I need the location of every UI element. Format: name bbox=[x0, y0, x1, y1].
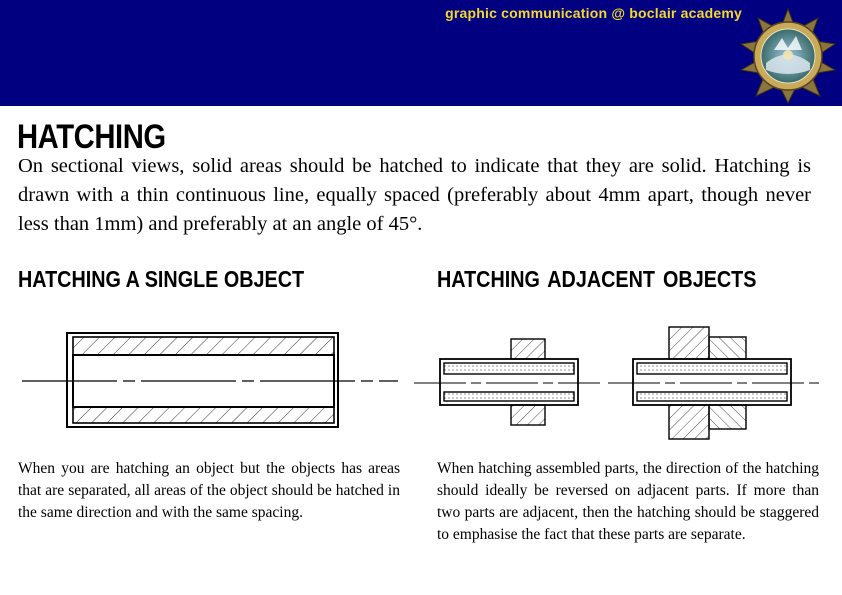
single-object-note: When you are hatching an object but the objects has areas that are separated, all areas of the object should be hatched in the same direction and with the same spacing. bbox=[18, 460, 400, 521]
single-object-title: HATCHING A SINGLE OBJECT bbox=[18, 266, 305, 292]
intro-paragraph: On sectional views, solid areas should be hatched to indicate that they are solid. Hatching is drawn with a thin continuous line, equally spaced (preferably about 4mm apart, though never less than 1mm) and preferably at an angle of 45°. bbox=[18, 155, 811, 235]
adjacent-objects-note: When hatching assembled parts, the direction of the hatching should ideally be reversed on adjacent parts. If more than two parts are adjacent, then the hatching should be staggered to emphasise the fact that these parts are separate. bbox=[437, 460, 819, 543]
single-object-section-drawing bbox=[18, 325, 403, 445]
header-banner bbox=[0, 0, 842, 106]
banner-title: graphic communication @ boclair academy bbox=[445, 5, 742, 21]
single-object-top-hatch bbox=[73, 337, 334, 355]
page-title: HATCHING bbox=[17, 118, 166, 156]
assembly-one bbox=[440, 339, 578, 425]
adjacent-objects-title: HATCHING ADJACENT OBJECTS bbox=[437, 266, 757, 292]
adjacent-objects-section-drawing bbox=[412, 325, 824, 445]
single-object-bottom-hatch bbox=[73, 407, 334, 423]
academy-crest-icon bbox=[740, 8, 836, 104]
